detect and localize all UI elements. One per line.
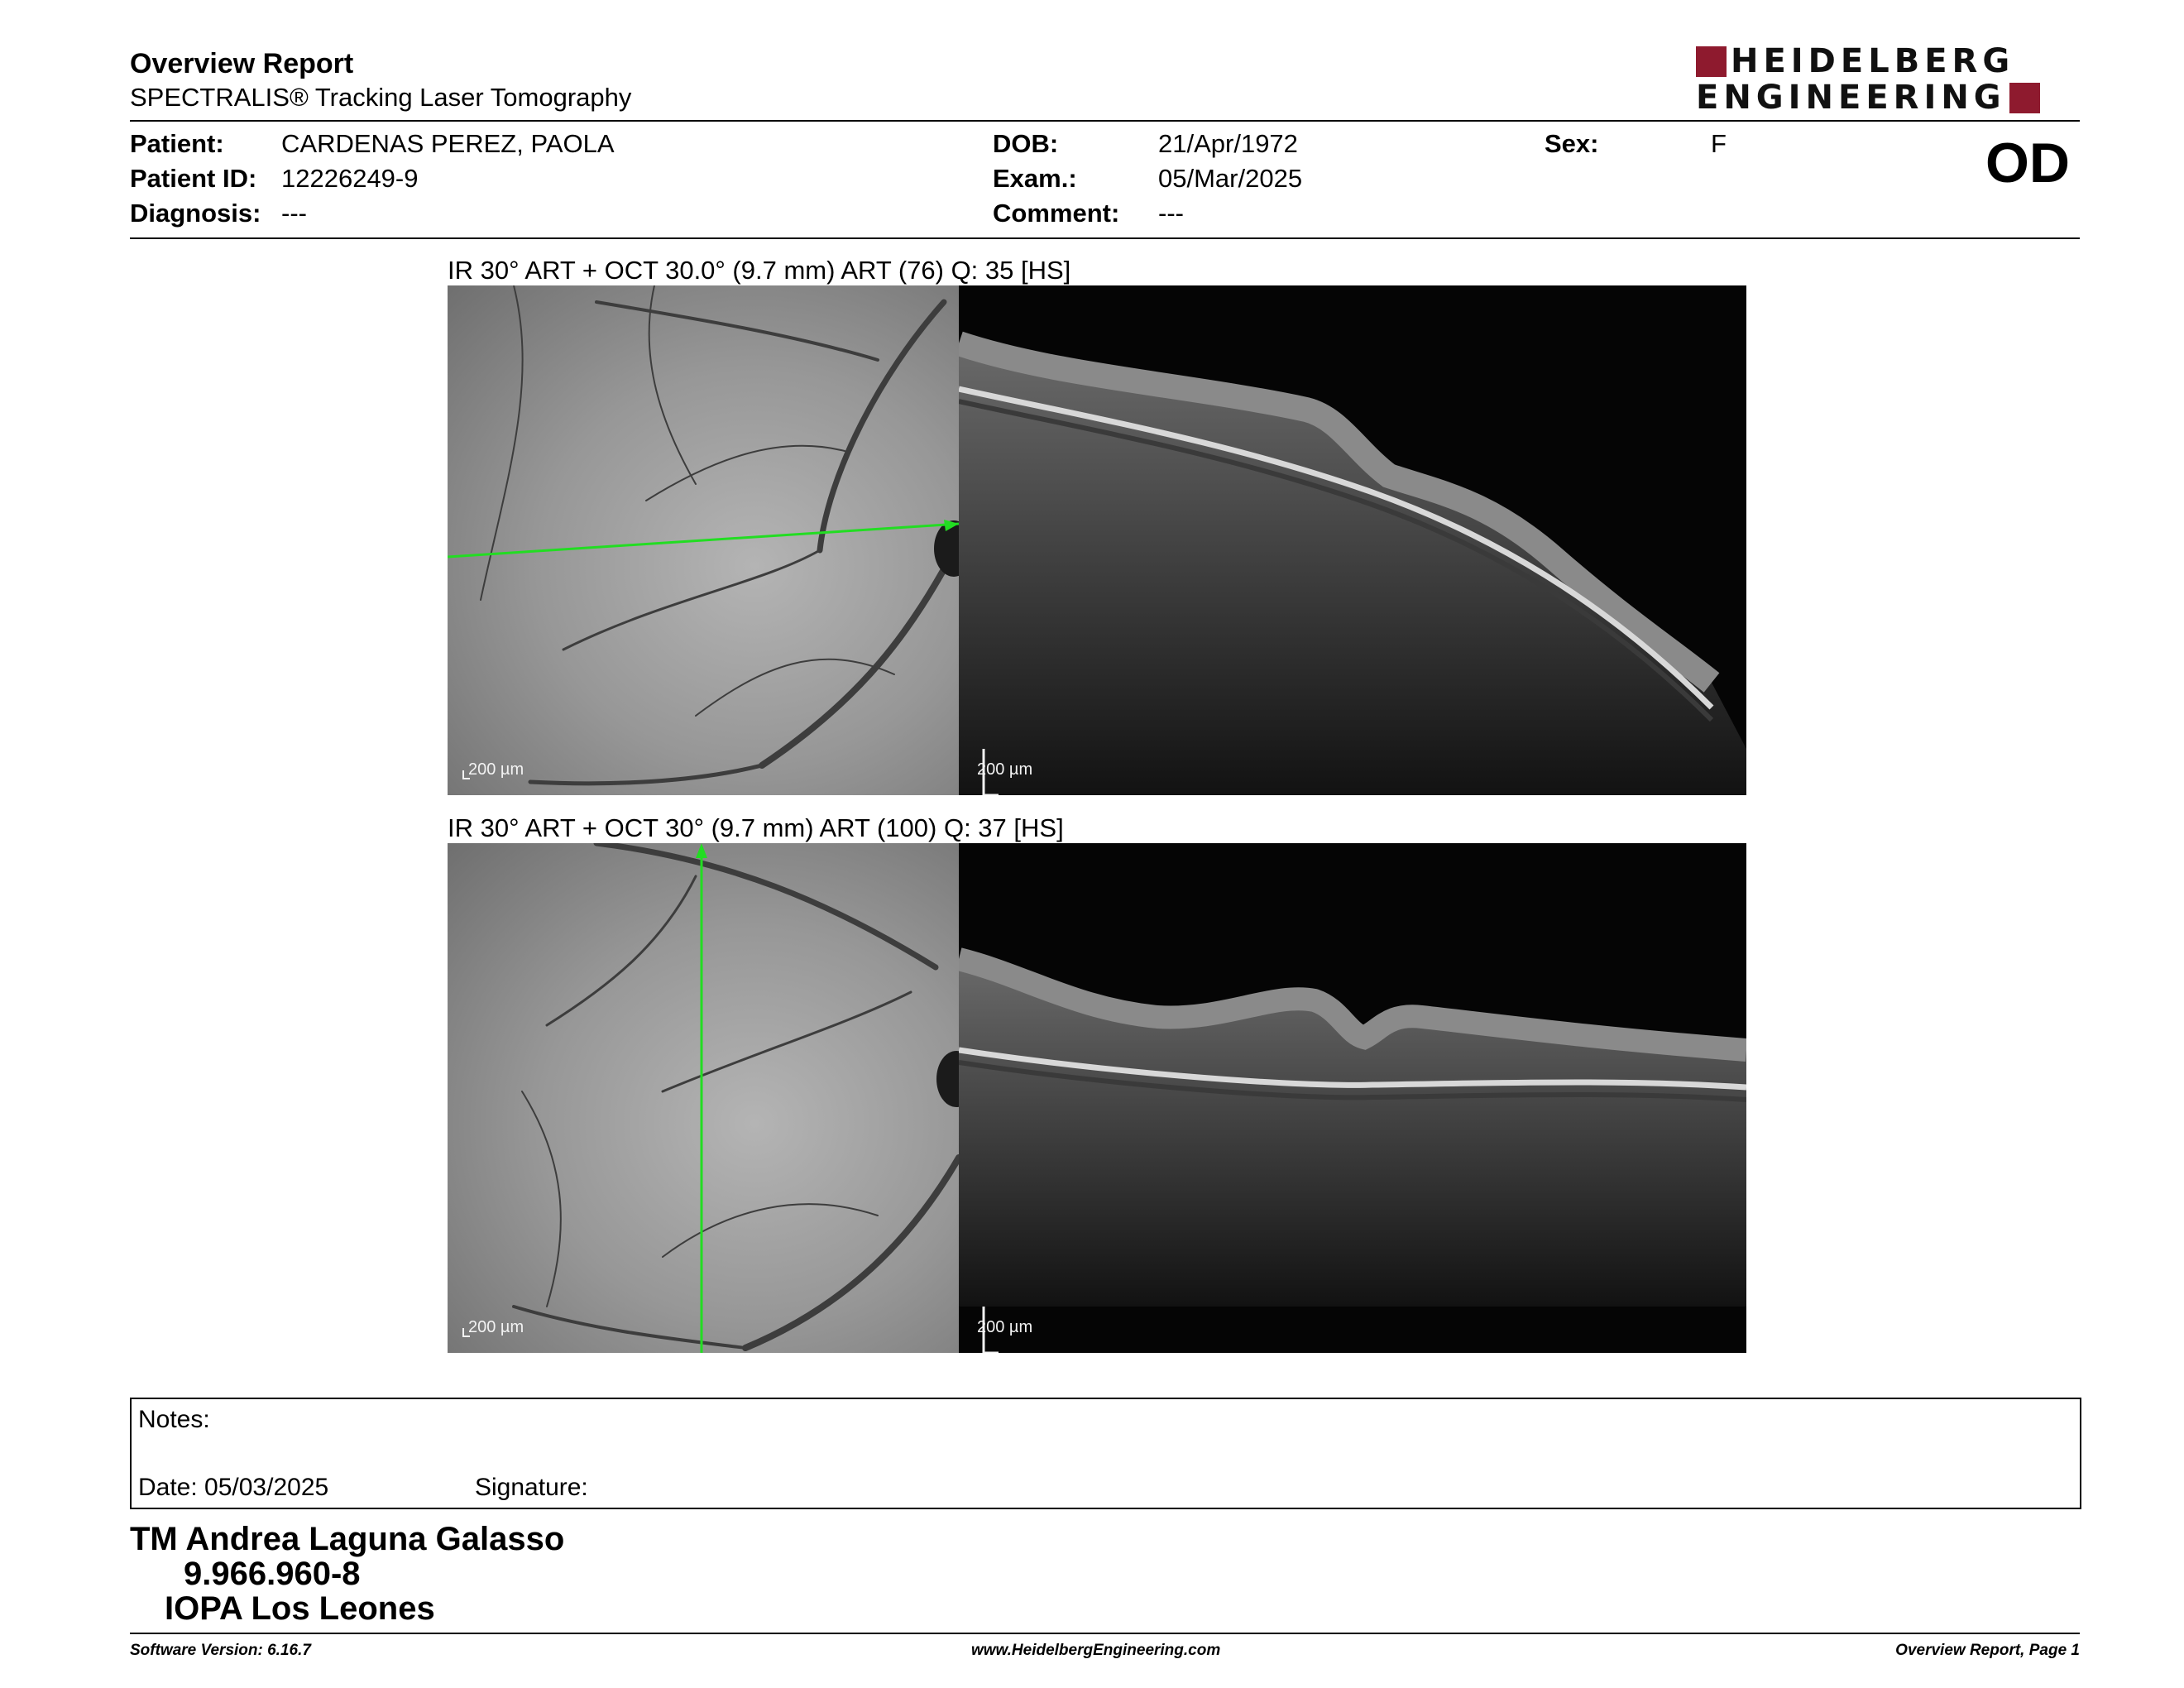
oct-bscan-image-1 [959, 285, 1746, 795]
sex-value: F [1711, 129, 1727, 158]
ir-fundus-image-1 [448, 285, 959, 795]
logo-line-1: HEIDELBERG [1731, 42, 2015, 80]
oct-scale-bar-1: 200 µm [977, 760, 1033, 779]
oct-retina-layers-1 [959, 285, 1746, 795]
dob-label: DOB: [993, 129, 1059, 158]
comment-label: Comment: [993, 199, 1120, 228]
eye-indicator: OD [1985, 132, 2070, 194]
notes-box [130, 1398, 2081, 1509]
info-divider [130, 237, 2080, 239]
footer-page-number: Overview Report, Page 1 [1895, 1642, 2080, 1659]
stamp-name: TM Andrea Laguna Galasso [130, 1521, 565, 1557]
fundus-vessels-2 [448, 843, 959, 1353]
oct-retina-layers-2 [959, 843, 1746, 1353]
oct-scale-bar-2: 200 µm [977, 1318, 1033, 1336]
ir-scale-bar-1: 200 µm [468, 760, 524, 779]
stamp-institution: IOPA Los Leones [165, 1590, 435, 1627]
scan-1-label: IR 30° ART + OCT 30.0° (9.7 mm) ART (76) Q: 35 [HS] [448, 256, 1071, 285]
report-title: Overview Report [130, 48, 354, 79]
comment-value: --- [1158, 199, 1184, 228]
footer-divider [130, 1633, 2080, 1634]
scan-line-1 [448, 524, 959, 557]
patient-label: Patient: [130, 129, 224, 158]
ir-fundus-image-2 [448, 843, 959, 1353]
diagnosis-value: --- [281, 199, 307, 228]
signature-label: Signature: [475, 1474, 588, 1501]
logo-square-icon [1696, 46, 1727, 77]
ir-scale-bar-2: 200 µm [468, 1318, 524, 1336]
notes-label: Notes: [138, 1406, 210, 1433]
diagnosis-label: Diagnosis: [130, 199, 261, 228]
dob-value: 21/Apr/1972 [1158, 129, 1298, 158]
date-label: Date: 05/03/2025 [138, 1474, 329, 1501]
header-divider [130, 120, 2080, 122]
footer-software-version: Software Version: 6.16.7 [130, 1642, 311, 1659]
logo-square-icon [2009, 83, 2040, 113]
patient-id: 12226249-9 [281, 164, 419, 193]
exam-value: 05/Mar/2025 [1158, 164, 1303, 193]
report-subtitle: SPECTRALIS® Tracking Laser Tomography [130, 83, 632, 112]
patient-name: CARDENAS PEREZ, PAOLA [281, 129, 615, 158]
oct-bscan-image-2 [959, 843, 1746, 1353]
logo-line-2: ENGINEERING [1696, 79, 2006, 117]
footer-website-link[interactable]: www.HeidelbergEngineering.com [971, 1642, 1221, 1659]
patient-id-label: Patient ID: [130, 164, 257, 193]
heidelberg-logo [1696, 42, 2081, 117]
sex-label: Sex: [1545, 129, 1599, 158]
stamp-id: 9.966.960-8 [184, 1556, 361, 1592]
fundus-vessels-1 [448, 285, 959, 795]
exam-label: Exam.: [993, 164, 1077, 193]
scan-2-label: IR 30° ART + OCT 30° (9.7 mm) ART (100) Q: 37 [HS] [448, 813, 1064, 842]
